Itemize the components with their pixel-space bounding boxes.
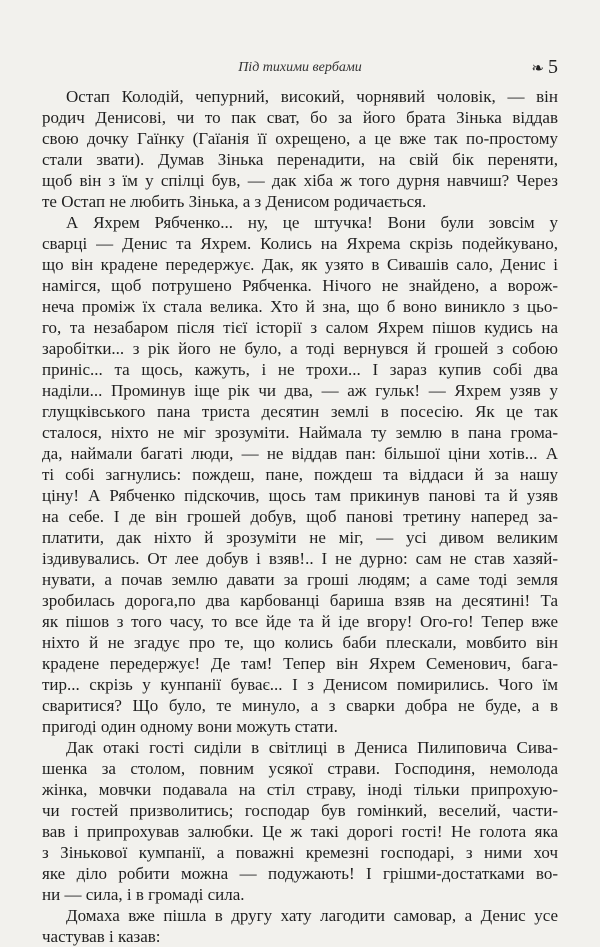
- body-text: [42, 86, 558, 947]
- text-line: іздивувались. От лее добув і взяв!.. І не дурно: сам не став хазяй-: [42, 549, 558, 568]
- text-line: наділи... Проминув іще рік чи два, — аж гульк! — Яхрем узяв у: [42, 381, 558, 400]
- paragraph: [42, 212, 558, 737]
- running-header: [0, 58, 600, 82]
- text-line: щоб він з їм у спілці був, — дак хіба ж того дурня навчиш? Через: [42, 171, 558, 190]
- text-line: що він крадене передержує. Дак, як узято в Сивашів сало, Денис і: [42, 255, 558, 274]
- text-line: те Остап не любить Зінька, а з Денисом родичається.: [42, 192, 427, 211]
- text-line: Домаха вже пішла в другу хату лагодити самовар, а Денис усе: [66, 906, 558, 925]
- text-line: чи гостей призволитись; господар був гомінкий, веселий, части-: [42, 801, 558, 820]
- ornament-icon: ❧: [531, 61, 544, 77]
- text-line: яке діло робити можна — подужають! І грішми-достатками во-: [42, 864, 558, 883]
- text-line: Дак отакі гості сиділи в світлиці в Дениса Пилиповича Сива-: [66, 738, 558, 757]
- text-line: жінка, мовчки подавала на стіл страву, іноді тільки припрохую-: [42, 780, 558, 799]
- text-line: ни — сила, і в громаді сила.: [42, 885, 245, 904]
- text-line: сварці — Денис та Яхрем. Колись на Яхрема скрізь подейкувано,: [42, 234, 558, 253]
- text-line: го, та незабаром після тієї історії з салом Яхрем пішов кудись на: [42, 318, 558, 337]
- text-line: родич Денисові, чи то пак сват, бо за його брата Зінька віддав: [42, 108, 558, 127]
- text-line: неча проміж їх стала велика. Хто й зна, що б воно виникло з цьо-: [42, 297, 558, 316]
- text-line: глущківського пана триста десятин землі в посесію. Як це так: [42, 402, 558, 421]
- paragraph: [42, 737, 558, 905]
- text-line: сваритися? Що було, те минуло, а з сварки добра не буде, а в: [42, 696, 558, 715]
- text-line: ніхто й не згадує про те, що колись баби плескали, мовбито він: [42, 633, 558, 652]
- text-line: сталося, ніхто не міг зрозуміти. Наймала ту землю в пана грома-: [42, 423, 558, 442]
- paragraph: [42, 86, 558, 212]
- text-line: ті собі загнулись: пождеш, пане, пождеш та віддаси й за нашу: [42, 465, 558, 484]
- text-line: да, наймали багаті люди, — не віддав пан: більшої ціни хотів... А: [42, 444, 558, 463]
- text-line: пригоді один одному вони можуть стати.: [42, 717, 338, 736]
- text-line: ціну! А Рябченко підскочив, щось там прикинув панові та й узяв: [42, 486, 558, 505]
- text-line: частував і казав:: [42, 927, 161, 946]
- text-line: приніс... та щось, кажуть, і не трохи... І зараз купив собі два: [42, 360, 558, 379]
- text-line: нувати, а почав землю давати за гроші людям; а саме тоді земля: [42, 570, 558, 589]
- text-line: стали звати). Думав Зінька перенадити, на свій бік переняти,: [42, 150, 558, 169]
- text-line: крадене передержує! Де там! Тепер він Яхрем Семенович, бага-: [42, 654, 558, 673]
- text-line: зробилась дорога,по два карбованці бариша взяв на десятині! Та: [42, 591, 558, 610]
- text-line: намігся, щоб потрушено Рябченка. Нічого не знайдено, а ворож-: [42, 276, 558, 295]
- text-line: на себе. І де він грошей добув, щоб панові третину наперед за-: [42, 507, 558, 526]
- text-line: платити, дак ніхто й зрозуміти не міг, — усі дивом великим: [42, 528, 558, 547]
- paragraph: [42, 905, 558, 947]
- page-number-block: [531, 56, 558, 79]
- text-line: заробітки... з рік його не було, а тоді вернувся й грошей з собою: [42, 339, 558, 358]
- page-number: 5: [548, 56, 558, 78]
- text-line: шенка за столом, повним усякої страви. Господиня, немолода: [42, 759, 558, 778]
- text-line: вав і припрохував залюбки. Це ж такі дорогі гості! Не голота яка: [42, 822, 558, 841]
- text-line: А Яхрем Рябченко... ну, це штучка! Вони були зовсім у: [66, 213, 558, 232]
- text-line: Остап Колодій, чепурний, високий, чорнявий чоловік, — він: [66, 87, 558, 106]
- text-line: свою дочку Гаїнку (Гаїанія її охрещено, а це вже так по-простому: [42, 129, 558, 148]
- running-title: Під тихими вербами: [238, 60, 362, 75]
- text-line: як пішов з того часу, то все йде та й іде вгору! Ого-го! Тепер вже: [42, 612, 558, 631]
- text-line: тир... скрізь у кунпанії буває... І з Денисом помирились. Чого їм: [42, 675, 558, 694]
- text-line: з Зінькової кумпанії, а поважні кремезні господарі, з ними хоч: [42, 843, 558, 862]
